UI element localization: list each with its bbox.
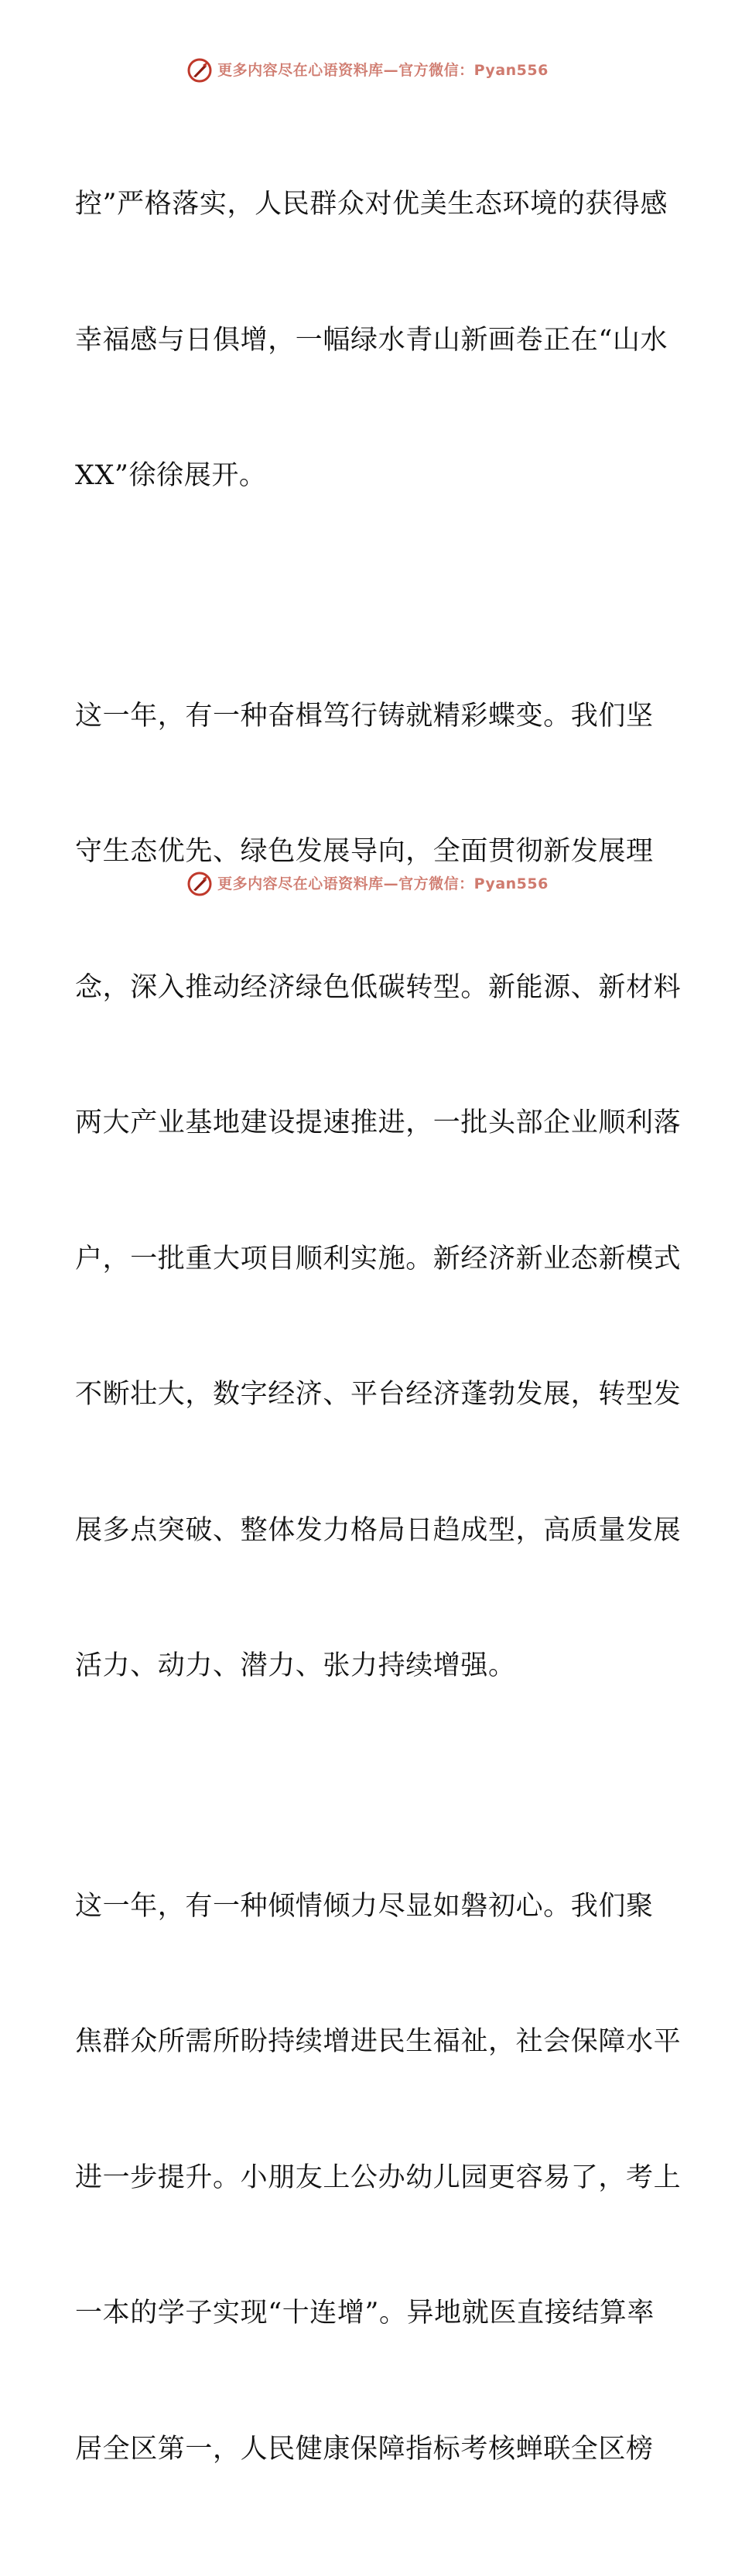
text-line: 进一步提升。小朋友上公办幼儿园更容易了，考上 <box>75 2161 682 2193</box>
paragraph-3 <box>75 1793 682 2563</box>
text-line: 居全区第一，人民健康保障指标考核蝉联全区榜 <box>75 2433 654 2465</box>
paragraph-1 <box>75 91 668 589</box>
text-line: 活力、动力、潜力、张力持续增强。 <box>75 1650 516 1681</box>
footer-watermark <box>0 871 735 897</box>
text-line: 控”严格落实，人民群众对优美生态环境的获得感 <box>75 189 668 220</box>
document-body <box>75 91 682 2576</box>
text-line: 不断壮大，数字经济、平台经济蓬勃发展，转型发 <box>75 1379 682 1410</box>
text-line: 焦群众所需所盼持续增进民生福祉，社会保障水平 <box>75 2026 682 2057</box>
text-line: 展多点突破、整体发力格局日趋成型，高质量发展 <box>75 1514 682 1546</box>
text-line: 念，深入推动经济绿色低碳转型。新能源、新材料 <box>75 971 682 1003</box>
text-line: 户，一批重大项目顺利实施。新经济新业态新模式 <box>75 1243 682 1274</box>
footer-watermark-text: 更多内容尽在心语资料库—官方微信：Pyan556 <box>217 875 549 892</box>
text-line: 一本的学子实现“十连增”。异地就医直接结算率 <box>75 2298 655 2329</box>
paragraph-2 <box>75 603 682 1779</box>
text-line: 两大产业基地建设提速推进，一批头部企业顺利落 <box>75 1107 682 1138</box>
quill-logo-icon <box>186 57 213 84</box>
text-line: XX”徐徐展开。 <box>75 460 267 491</box>
text-line: 这一年，有一种倾情倾力尽显如磐初心。我们聚 <box>75 1890 654 1922</box>
header-watermark <box>0 57 735 84</box>
text-line: 这一年，有一种奋楫笃行铸就精彩蝶变。我们坚 <box>75 700 654 732</box>
header-watermark-text: 更多内容尽在心语资料库—官方微信：Pyan556 <box>217 62 549 79</box>
text-line: 守生态优先、绿色发展导向，全面贯彻新发展理 <box>75 836 654 867</box>
text-line: 幸福感与日俱增，一幅绿水青山新画卷正在“山水 <box>75 324 668 356</box>
quill-logo-icon <box>186 871 213 897</box>
